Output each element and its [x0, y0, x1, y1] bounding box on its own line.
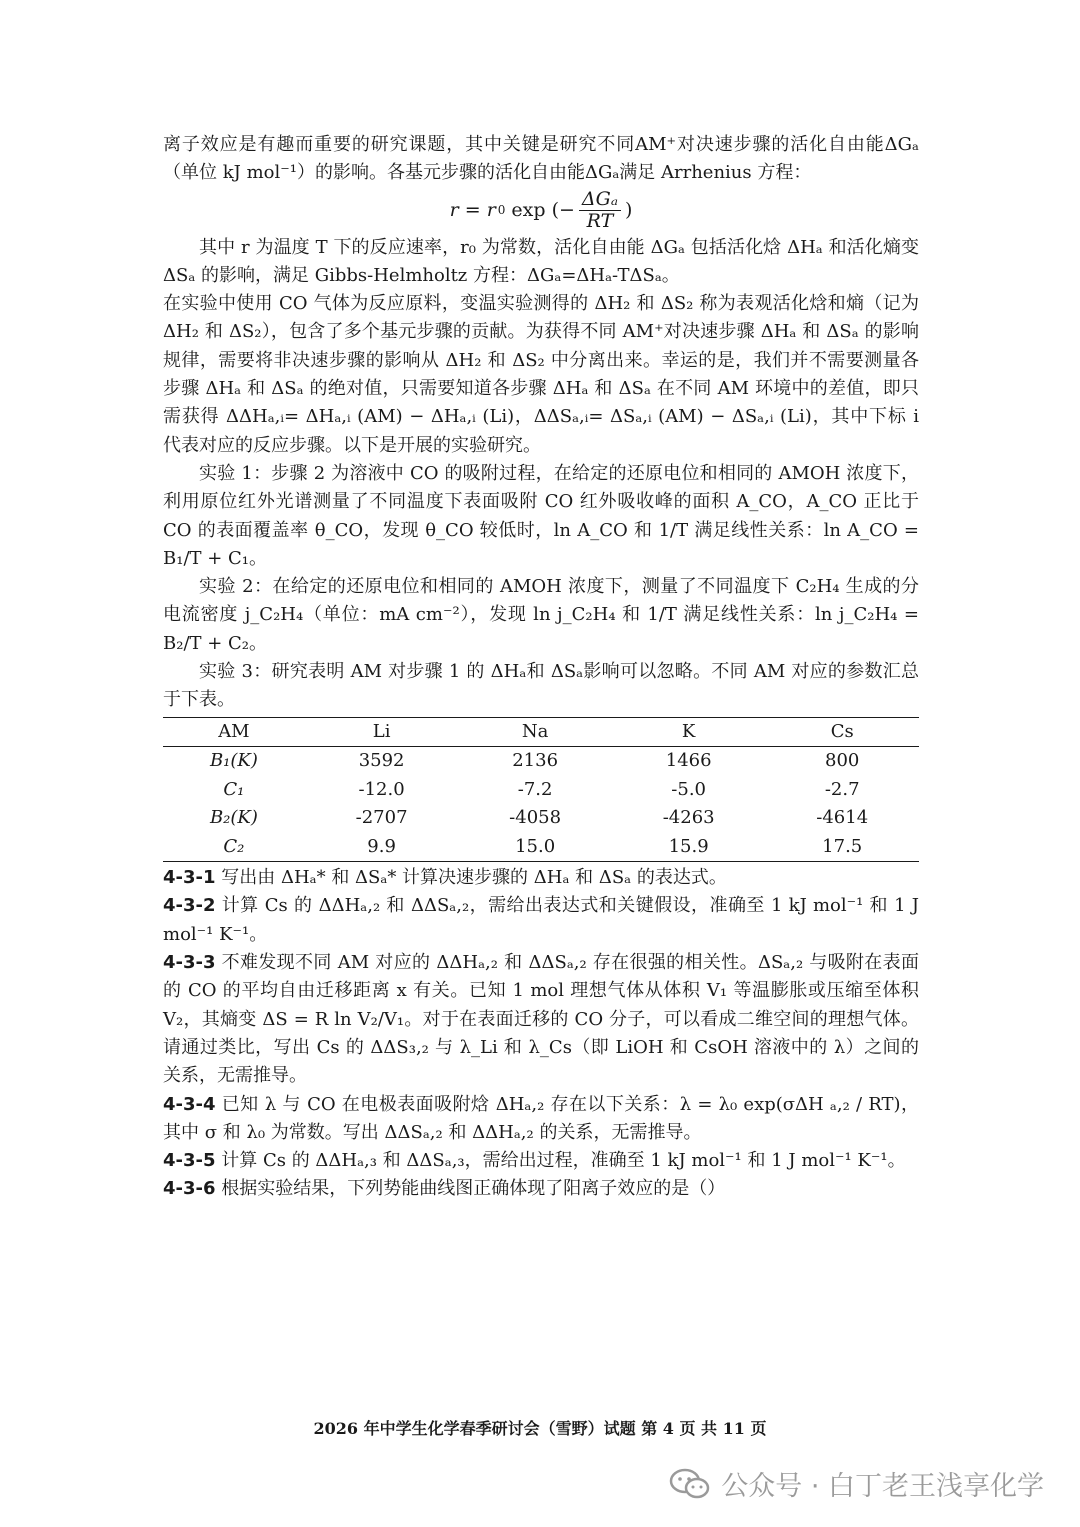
question-4-3-3 — [163, 949, 919, 1090]
table-row — [163, 747, 919, 776]
table-header-li: Li — [372, 720, 391, 742]
question-4-3-2 — [163, 892, 919, 949]
row-label: B₂(K) — [209, 807, 258, 829]
question-4-3-5 — [163, 1147, 919, 1175]
formula-numerator: ΔGₐ — [579, 189, 621, 211]
table-cell: -4614 — [816, 807, 869, 829]
paragraph-gibbs: 其中 r 为温度 T 下的反应速率，r₀ 为常数，活化自由能 ΔGₐ 包括活化焓 ΔHₐ 和活化熵变 ΔSₐ 的影响，满足 Gibbs-Helmholtz 方程：ΔGₐ=ΔHₐ-TΔSₐ。 — [163, 236, 919, 286]
paragraph-experiment-3: 实验 3：研究表明 AM 对步骤 1 的 ΔHₐ和 ΔSₐ影响可以忽略。不同 AM 对应的参数汇总于下表。 — [163, 661, 919, 711]
parameter-table — [163, 717, 919, 863]
table-cell: -12.0 — [358, 778, 405, 800]
row-label: B₁(K) — [209, 750, 258, 772]
row-label: C₂ — [223, 835, 245, 857]
question-number: 4-3-4 — [163, 1093, 216, 1115]
table-header-na: Na — [521, 720, 549, 742]
table-cell: -7.2 — [517, 778, 553, 800]
wechat-icon — [669, 1467, 711, 1501]
formula-lhs: r = r — [449, 199, 496, 222]
question-number: 4-3-3 — [163, 952, 216, 974]
question-text: 计算 Cs 的 ΔΔHₐ,₂ 和 ΔΔSₐ,₂，需给出表达式和关键假设，准确至 1 kJ mol⁻¹ 和 1 J mol⁻¹ K⁻¹。 — [163, 895, 919, 945]
table-cell: 17.5 — [822, 835, 863, 857]
table-header-am: AM — [218, 720, 250, 742]
watermark — [669, 1464, 1044, 1503]
question-4-3-4 — [163, 1091, 919, 1148]
question-number: 4-3-2 — [163, 895, 216, 917]
table-row — [163, 776, 919, 805]
question-4-3-6 — [163, 1175, 919, 1203]
page-footer: 2026 年中学生化学春季研讨会（雪野）试题 第 4 页 共 11 页 — [313, 1419, 767, 1438]
question-text: 已知 λ 与 CO 在电极表面吸附焓 ΔHₐ,₂ 存在以下关系：λ = λ₀ exp(σΔH ₐ,₂ / RT)，其中 σ 和 λ₀ 为常数。写出 ΔΔSₐ,₂ 和 ΔΔHₐ,₂ 的关系，无需推导。 — [163, 1093, 919, 1143]
question-text: 计算 Cs 的 ΔΔHₐ,₃ 和 ΔΔSₐ,₃，需给出过程，准确至 1 kJ mol⁻¹ 和 1 J mol⁻¹ K⁻¹。 — [215, 1150, 906, 1172]
row-label: C₁ — [223, 778, 245, 800]
table-cell: 1466 — [665, 750, 712, 772]
formula-close: ) — [624, 199, 633, 222]
table-cell: -4263 — [662, 807, 715, 829]
formula-fraction — [579, 189, 621, 232]
question-text: 写出由 ΔHₐ* 和 ΔSₐ* 计算决速步骤的 ΔHₐ 和 ΔSₐ 的表达式。 — [215, 867, 727, 889]
body-text — [163, 131, 919, 1204]
question-number: 4-3-6 — [163, 1178, 216, 1200]
formula-lhs-sub: 0 — [497, 203, 506, 218]
table-cell: 15.0 — [515, 835, 556, 857]
question-text: 根据实验结果，下列势能曲线图正确体现了阳离子效应的是（） — [215, 1178, 726, 1200]
table-cell: 3592 — [358, 750, 405, 772]
question-4-3-1 — [163, 864, 919, 892]
table-cell: 15.9 — [668, 835, 709, 857]
question-text: 不难发现不同 AM 对应的 ΔΔHₐ,₂ 和 ΔΔSₐ,₂ 存在很强的相关性。ΔSₐ,₂ 与吸附在表面的 CO 的平均自由迁移距离 x 有关。已知 1 mol 理想气体从体积 V₁ 等温膨胀或压缩至体积 V₂，其熵变 ΔS = R ln V₂/V₁。对于在表面迁移的 CO 分子，可以看成二维空间的理想气体。请通过类比，写出 Cs 的 ΔΔS₃,₂ 与 λ_Li 和 λ_Cs（即 LiOH 和 CsOH 溶液中的 λ）之间的关系，无需推导。 — [163, 952, 919, 1087]
table-cell: 800 — [825, 750, 860, 772]
table-cell: -5.0 — [671, 778, 707, 800]
formula-denominator: RT — [586, 210, 614, 233]
paragraph-intro: 离子效应是有趣而重要的研究课题，其中关键是研究不同AM⁺对决速步骤的活化自由能ΔGₐ（单位 kJ mol⁻¹）的影响。各基元步骤的活化自由能ΔGₐ满足 Arrhenius 方程： — [163, 134, 919, 184]
arrhenius-formula — [163, 188, 919, 234]
question-number: 4-3-5 — [163, 1150, 216, 1172]
table-cell: 2136 — [512, 750, 559, 772]
watermark-text: 公众号 · 白丁老王浅享化学 — [721, 1471, 1044, 1502]
table-cell: -2.7 — [824, 778, 860, 800]
table-header-k: K — [681, 720, 696, 742]
question-number: 4-3-1 — [163, 867, 216, 889]
paragraph-experiment-intro: 在实验中使用 CO 气体为反应原料，变温实验测得的 ΔH₂ 和 ΔS₂ 称为表观活化焓和熵（记为 ΔH₂ 和 ΔS₂），包含了多个基元步骤的贡献。为获得不同 AM⁺对决速步骤 ΔHₐ 和 ΔSₐ 的影响规律，需要将非决速步骤的影响从 ΔH₂ 和 ΔS₂ 中分离出来。幸运的是，我们并不需要测量各步骤 ΔHₐ 和 ΔSₐ 的绝对值，只需要知道各步骤 ΔHₐ 和 ΔSₐ 在不同 AM 环境中的差值，即只需获得 ΔΔHₐ,ᵢ= ΔHₐ,ᵢ (AM) − ΔHₐ,ᵢ (Li)，ΔΔSₐ,ᵢ= ΔSₐ,ᵢ (AM) − ΔSₐ,ᵢ (Li)，其中下标 i 代表对应的反应步骤。以下是开展的实验研究。 — [163, 293, 919, 456]
table-row — [163, 833, 919, 862]
table-cell: 9.9 — [367, 835, 396, 857]
table-cell: -4058 — [509, 807, 562, 829]
paragraph-experiment-1: 实验 1：步骤 2 为溶液中 CO 的吸附过程，在给定的还原电位和相同的 AMOH 浓度下，利用原位红外光谱测量了不同温度下表面吸附 CO 红外吸收峰的面积 A_CO，A_CO 正比于 CO 的表面覆盖率 θ_CO，发现 θ_CO 较低时，ln A_CO 和 1/T 满足线性关系：ln A_CO = B₁/T + C₁。 — [163, 462, 919, 569]
paragraph-experiment-2: 实验 2：在给定的还原电位和相同的 AMOH 浓度下，测量了不同温度下 C₂H₄ 生成的分电流密度 j_C₂H₄（单位：mA cm⁻²），发现 ln j_C₂H₄ 和 1/T 满足线性关系：ln j_C₂H₄ = B₂/T + C₂。 — [163, 576, 919, 654]
table-cell: -2707 — [355, 807, 408, 829]
table-header-cs: Cs — [830, 720, 854, 742]
formula-exp: exp (− — [511, 199, 575, 222]
table-row — [163, 804, 919, 833]
table-header-row — [163, 717, 919, 747]
